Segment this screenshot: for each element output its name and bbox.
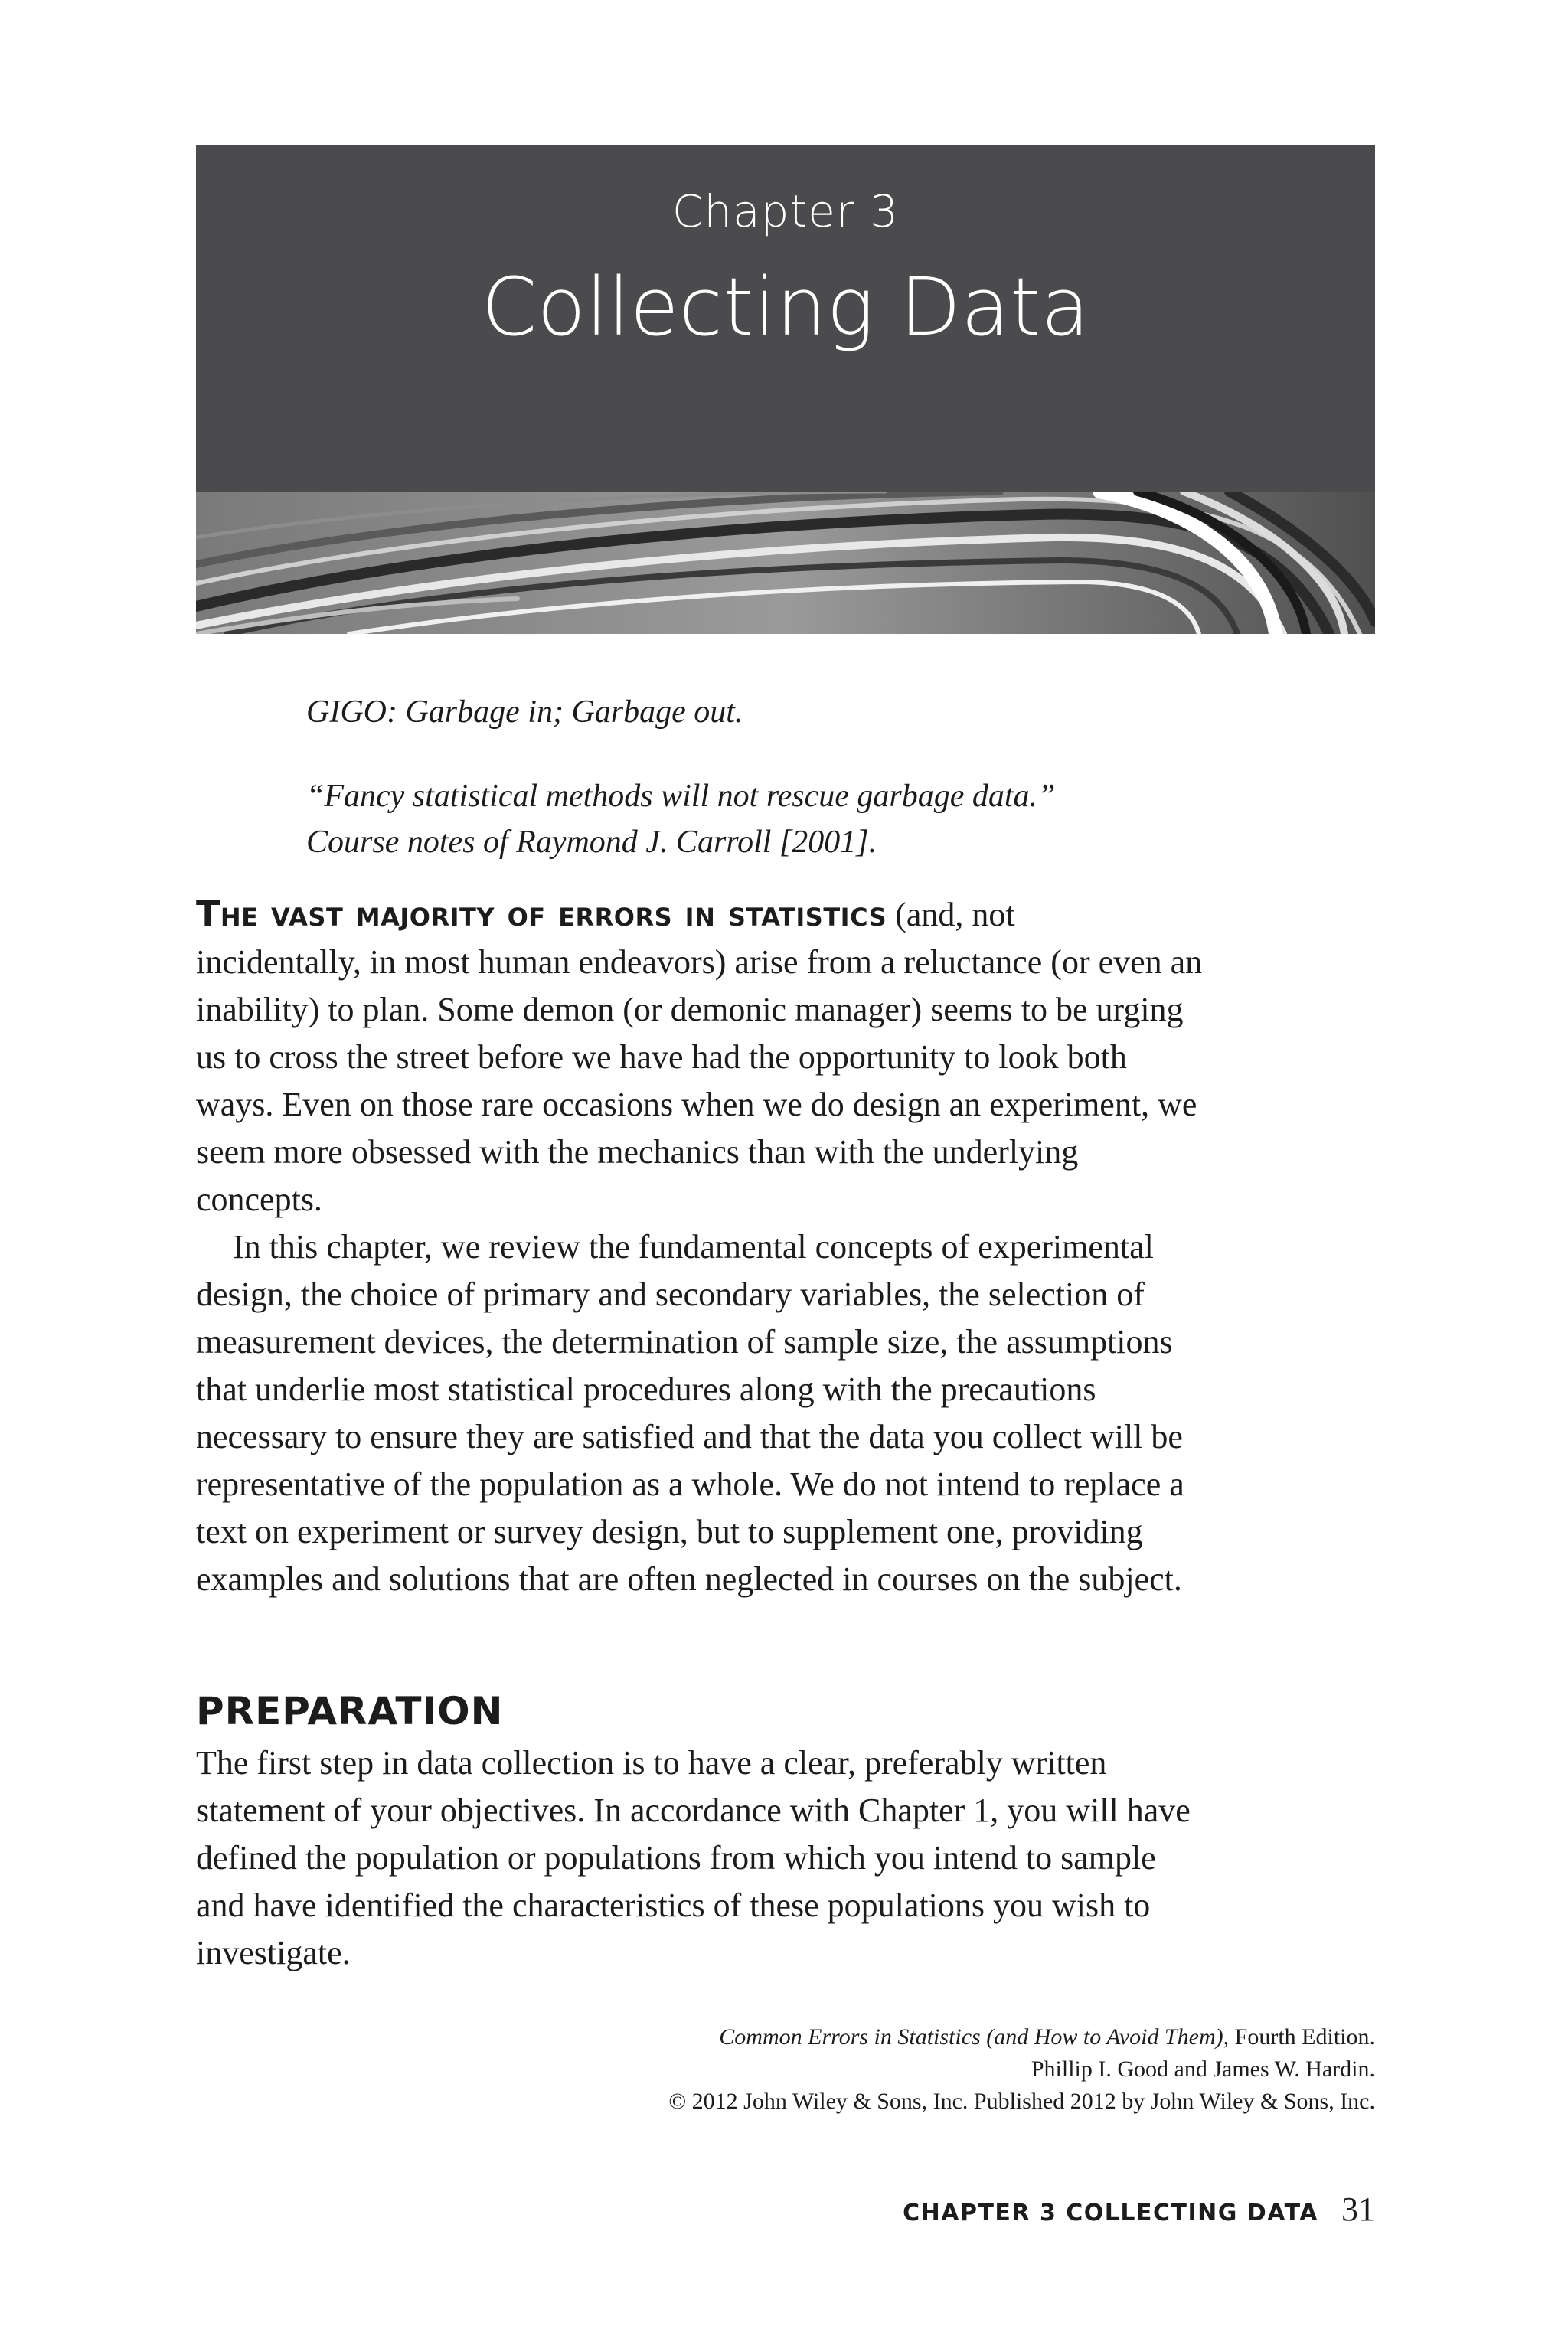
section-line: statement of your objectives. In accordance with Chapter 1, you will have	[196, 1792, 1191, 1829]
running-head: CHAPTER 3 COLLECTING DATA	[903, 2200, 1318, 2226]
intro-line: seem more obsessed with the mechanics than with the underlying	[196, 1133, 1079, 1171]
intro-line: incidentally, in most human endeavors) arise from a reluctance (or even an	[196, 943, 1203, 981]
decorative-swirl-image	[196, 492, 1375, 634]
intro-line: us to cross the street before we have had the opportunity to look both	[196, 1038, 1127, 1076]
epigraph-quote: “Fancy statistical methods will not rescue garbage data.”	[306, 779, 1056, 814]
chapter-title: Collecting Data	[481, 260, 1090, 354]
page-footer	[903, 2190, 1375, 2229]
copyright-title-line	[668, 2021, 1375, 2053]
chapter-banner	[196, 145, 1375, 492]
intro-line: that underlie most statistical procedures along with the precautions	[196, 1370, 1096, 1408]
section-line: defined the population or populations from which you intend to sample	[196, 1839, 1156, 1877]
intro-line: examples and solutions that are often neglected in courses on the subject.	[196, 1560, 1182, 1598]
intro-line: In this chapter, we review the fundamental concepts of experimental	[233, 1228, 1154, 1266]
chapter-number: Chapter 3	[671, 185, 900, 237]
lead-in-phrase: The vast majority of errors in statistics	[196, 893, 887, 934]
intro-line-text: (and, not	[887, 896, 1015, 933]
intro-line: concepts.	[196, 1181, 322, 1218]
book-title: Common Errors in Statistics (and How to Avoid Them)	[719, 2024, 1223, 2050]
intro-line: text on experiment or survey design, but to supplement one, providing	[196, 1513, 1143, 1550]
page-number: 31	[1341, 2190, 1375, 2228]
intro-line: ways. Even on those rare occasions when we do design an experiment, we	[196, 1086, 1197, 1123]
intro-text	[196, 890, 1375, 1603]
edition: , Fourth Edition.	[1223, 2024, 1375, 2050]
intro-line: representative of the population as a whole. We do not intend to replace a	[196, 1465, 1184, 1503]
section-line: and have identified the characteristics of these populations you wish to	[196, 1886, 1151, 1924]
epigraph-attribution: Course notes of Raymond J. Carroll [2001].	[306, 825, 877, 860]
copyright-block	[668, 2021, 1375, 2118]
copyright-notice: © 2012 John Wiley & Sons, Inc. Published 2012 by John Wiley & Sons, Inc.	[668, 2089, 1375, 2114]
intro-line: necessary to ensure they are satisfied and that the data you collect will be	[196, 1418, 1183, 1455]
section-text	[196, 1740, 1375, 1977]
epigraph	[306, 689, 1302, 865]
intro-line	[196, 890, 1375, 939]
intro-line: measurement devices, the determination of sample size, the assumptions	[196, 1323, 1173, 1361]
section-line: The first step in data collection is to have a clear, preferably written	[196, 1744, 1107, 1782]
intro-line: inability) to plan. Some demon (or demonic manager) seems to be urging	[196, 991, 1184, 1028]
epigraph-line: GIGO: Garbage in; Garbage out.	[306, 694, 743, 730]
section-line: investigate.	[196, 1934, 351, 1971]
section-heading: PREPARATION	[196, 1689, 504, 1733]
authors: Phillip I. Good and James W. Hardin.	[1031, 2056, 1375, 2082]
intro-line: design, the choice of primary and secondary variables, the selection of	[196, 1276, 1145, 1313]
